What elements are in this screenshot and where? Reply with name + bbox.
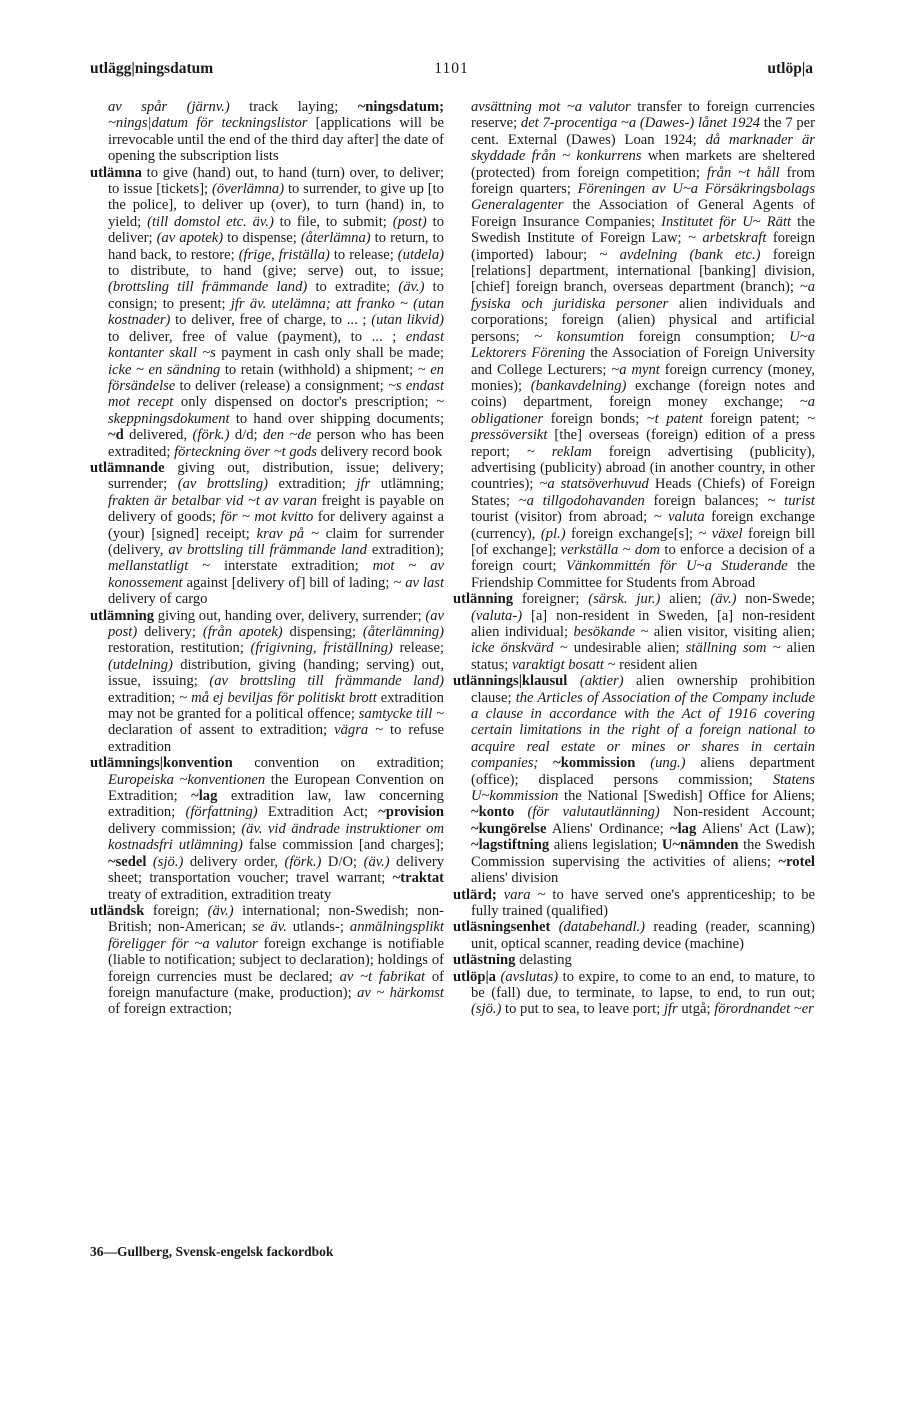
dictionary-entry: utlämna to give (hand) out, to hand (turn) over, to deliver; to issue [tickets]; (överlämna) to surrender, to give up [to the police], to deliver up (over), to turn (hand) in, to yield; (till domstol etc. äv.) to file, to submit; (post) to deliver; (av apotek) to dispense; (återlämna) to return, to hand back, to restore; (frige, friställa) to release; (utdela) to distribute, to hand (give; serve) out, to issue; (brottsling till främmande land) to extradite; (äv.) to consign; to present; jfr äv. utelämna; att franko ~ (utan kostnader) to deliver, free of charge, to ... ; (utan likvid) to deliver, free of value (payment), to ... ; endast kontanter skall ~s payment in cash only shall be made; icke ~ en sändning to retain (withhold) a shipment; ~ en försändelse to deliver (release) a consignment; ~s endast mot recept only dispensed on doctor's prescription; ~ skeppningsdokument to hand over shipping documents; ~d delivered, (förk.) d/d; den ~de person who has been extradited; förteckning över ~t gods delivery record book [90,164,445,460]
dictionary-entry: utlärd; vara ~ to have served one's apprenticeship; to be fully trained (qualified) [453,886,815,919]
left-column [90,99,444,1018]
dictionary-entry: utlästning delasting [453,952,572,969]
header-right-guideword: utlöp|a [767,60,813,77]
dictionary-entry: utlänning foreigner; (särsk. jur.) alien; (äv.) non-Swede; (valuta-) [a] non-resident in Sweden, [a] non-resident alien individual; besökande ~ alien visitor, visiting alien; icke önskvärd ~ undesirable alien; ställning som ~ alien status; varaktigt bosatt ~ resident alien [453,591,815,673]
header-left-guideword: utlägg|ningsdatum [90,60,214,77]
entry-continuation: avsättning mot ~a valutor transfer to foreign currencies reserve; det 7-procentiga ~a (Dawes-) lånet 1924 the 7 per cent. External (Dawes) Loan 1924; då marknader är skyddade från ~ konkurrens when markets are sheltered (protected) from foreign competition; från ~t håll from foreign quarters; Föreningen av U~a Försäkringsbolags Generalagenter the Association of General Agents of Foreign Insurance Companies; Institutet för U~ Rätt the Swedish Institute of Foreign Law; ~ arbetskraft foreign (imported) labour; ~ avdelning (bank etc.) foreign [relations] department, international [banking] division, [chief] foreign branch, overseas department (branch); ~a fysiska och juridiska personer alien individuals and corporations; foreign (alien) physical and artificial persons; ~ konsumtion foreign consumption; U~a Lektorers Förening the Association of Foreign University and College Lecturers; ~a mynt foreign currency (money, monies); (bankavdelning) exchange (foreign notes and coins) department, foreign money exchange; ~a obligationer foreign bonds; ~t patent foreign patent; ~ pressöversikt [the] overseas (foreign) edition of a press report; ~ reklam foreign advertising (publicity), advertising (publicity) abroad (in another country, in other countries); ~a statsöverhuvud Heads (Chiefs) of Foreign States; ~a tillgodohavanden foreign balances; ~ turist tourist (visitor) from abroad; ~ valuta foreign exchange (currency), (pl.) foreign exchange[s]; ~ växel foreign bill [of exchange]; verkställa ~ dom to enforce a decision of a foreign court; Vänkommittén för U~a Studerande the Friendship Committee for Students from Abroad [471,99,816,591]
dictionary-entry: utlännings|klausul (aktier) alien ownership prohibition clause; the Articles of Association of the Company include a clause in accordance with the Act of 1916 covering certain limitations in the right of a foreign national to acquire real estate or mines or shares in certain companies; ~kommission (ung.) aliens department (office); displaced persons commission; Statens U~kommission the National [Swedish] Office for Aliens; ~konto (för valutautlänning) Non-resident Account; ~kungörelse Aliens' Ordinance; ~lag Aliens' Act (Law); ~lagstiftning aliens legislation; U~nämnden the Swedish Commission supervising the activities of aliens; ~rotel aliens' division [453,673,816,887]
entry-continuation: av spår (järnv.) track laying; ~ningsdatum; ~nings|datum för teckningslistor [applications will be irrevocable until the end of the third day after] the date of opening the subscription lists [108,99,444,165]
page-number: 1101 [434,60,469,77]
dictionary-entry: utlämnings|konvention convention on extradition; Europeiska ~konventionen the European Convention on Extradition; ~lag extradition law, law concerning extradition; (författning) Extradition Act; ~provision delivery commission; (äv. vid ändrade instruktioner om kostnadsfri utlämning) false commission [and charges]; ~sedel (sjö.) delivery order, (förk.) D/O; (äv.) delivery sheet; transportation voucher; travel warrant; ~traktat treaty of extradition, extradition treaty [90,755,445,903]
right-column [453,99,815,1018]
page-footer: 36—Gullberg, Svensk-engelsk fackordbok [90,1244,334,1259]
dictionary-entry: utlämning giving out, handing over, delivery, surrender; (av post) delivery; (från apotek) dispensing; (återlämning) restoration, restitution; (frigivning, friställning) release; (utdelning) distribution, giving (handing; serving) out, issue, issuing; (av brottsling till främmande land) extradition; ~ må ej beviljas för politiskt brott extradition may not be granted for a political offence; samtycke till ~ declaration of assent to extradition; vägra ~ to refuse extradition [90,607,445,755]
dictionary-entry: utlämnande giving out, distribution, issue; delivery; surrender; (av brottsling) extradition; jfr utlämning; frakten är betalbar vid ~t av varan freight is payable on delivery of goods; för ~ mot kvitto for delivery against a (your) [signed] receipt; krav på ~ claim for surrender (delivery, av brottsling till främmande land extradition); mellanstatligt ~ interstate extradition; mot ~ av konossement against [delivery of] bill of lading; ~ av last delivery of cargo [90,459,444,608]
dictionary-entry: utlöp|a (avslutas) to expire, to come to an end, to mature, to be (fall) due, to terminate, to lapse, to end, to run out; (sjö.) to put to sea, to leave port; jfr utgå; förordnandet ~er [453,968,815,1018]
page-header [90,58,813,82]
dictionary-entry: utländsk foreign; (äv.) international; non-Swedish; non-British; non-American; se äv. utlands-; anmälningsplikt föreligger för ~a valutor foreign exchange is notifiable (liable to notification; subject to declaration); holdings of foreign currencies must be declared; av ~t fabrikat of foreign manufacture (make, production); av ~ härkomst of foreign extraction; [90,902,444,1018]
dictionary-entry: utläsningsenhet (databehandl.) reading (reader, scanning) unit, optical scanner, reading device (machine) [453,919,815,952]
